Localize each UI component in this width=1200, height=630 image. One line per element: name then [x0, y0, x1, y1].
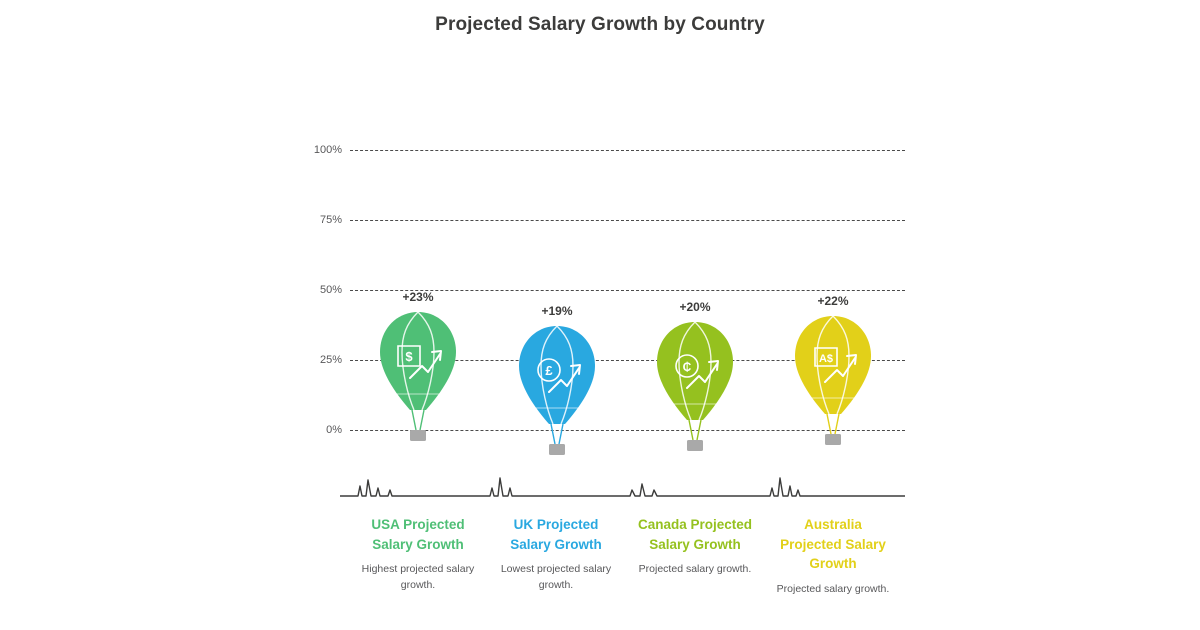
chart-legend: [300, 505, 910, 625]
chart-plot-area: [300, 130, 910, 450]
legend-item-australia[interactable]: [774, 515, 892, 597]
legend-item-canada[interactable]: [636, 515, 754, 578]
balloon-australia: [783, 310, 883, 445]
data-label-usa: +23%: [402, 290, 434, 304]
data-label-australia: +22%: [817, 294, 849, 308]
legend-label-uk: UK Projected Salary Growth: [510, 517, 602, 552]
legend-item-usa[interactable]: [359, 515, 477, 594]
ytick-label-100: 100%: [313, 144, 342, 156]
legend-desc-canada: Projected salary growth.: [638, 563, 752, 576]
balloon-icon: [507, 320, 607, 455]
legend-desc-australia: Projected salary growth.: [776, 582, 890, 595]
legend-label-usa: USA Projected Salary Growth: [371, 517, 465, 552]
balloon-icon: [783, 310, 883, 445]
svg-text:₵: ₵: [682, 360, 692, 374]
page-title: Projected Salary Growth by Country: [435, 14, 765, 35]
data-point-uk[interactable]: [507, 304, 607, 455]
data-label-canada: +20%: [679, 300, 711, 314]
ytick-label-25: 25%: [319, 354, 342, 366]
svg-text:$: $: [405, 349, 413, 364]
legend-label-canada: Canada Projected Salary Growth: [637, 517, 753, 552]
ytick-label-75: 75%: [319, 214, 342, 226]
balloon-canada: [645, 316, 745, 451]
data-point-canada[interactable]: [645, 300, 745, 451]
balloon-usa: [368, 306, 468, 441]
data-point-australia[interactable]: [783, 294, 883, 445]
svg-text:A$: A$: [818, 353, 834, 365]
gridline-100: [350, 150, 905, 151]
balloon-uk: [507, 320, 607, 455]
data-point-usa[interactable]: [368, 290, 468, 441]
skyline-icon: [340, 470, 905, 500]
balloon-icon: [645, 316, 745, 451]
data-label-uk: +19%: [541, 304, 573, 318]
legend-desc-uk: Lowest projected salary growth.: [500, 563, 612, 591]
gridline-75: [350, 220, 905, 221]
legend-item-uk[interactable]: [497, 515, 615, 594]
skyline-divider: [340, 470, 905, 500]
legend-label-australia: Australia Projected Salary Growth: [780, 517, 886, 572]
svg-text:£: £: [545, 363, 553, 378]
legend-desc-usa: Highest projected salary growth.: [361, 563, 475, 591]
ytick-label-50: 50%: [319, 284, 342, 296]
balloon-icon: [368, 306, 468, 441]
ytick-label-0: 0%: [326, 424, 342, 436]
